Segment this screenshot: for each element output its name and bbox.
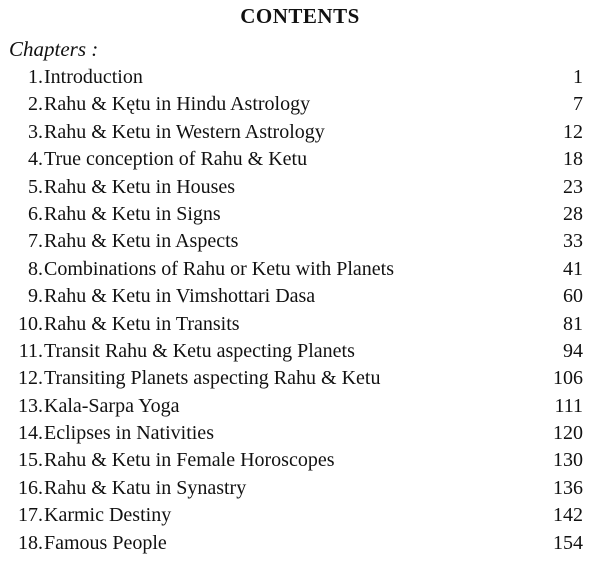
page-number: 18: [563, 148, 583, 171]
page-number: 12: [563, 120, 583, 143]
chapter-number: 10.: [18, 312, 43, 335]
page-number: 81: [563, 312, 583, 335]
page-number: 106: [553, 367, 583, 390]
chapter-number: 2.: [28, 93, 43, 116]
chapter-number: 6.: [28, 202, 43, 225]
chapters-label: Chapters :: [9, 37, 99, 61]
toc-entry: [0, 502, 600, 529]
chapter-number: 8.: [28, 257, 43, 280]
chapter-number: 1.: [28, 66, 43, 88]
toc-entry: [0, 530, 600, 557]
chapter-number: 5.: [28, 175, 43, 198]
page-number: 60: [563, 285, 583, 308]
chapter-title: Famous People: [44, 531, 167, 554]
toc-entry: [0, 228, 600, 255]
toc-entry: [0, 420, 600, 447]
page-number: 94: [563, 339, 583, 362]
toc-entry: [0, 338, 600, 365]
toc-entry: [0, 119, 600, 146]
chapter-number: 7.: [28, 230, 43, 253]
chapter-title: Rahu & Ketu in Vimshottari Dasa: [44, 285, 316, 308]
chapter-number: 3.: [28, 120, 43, 143]
chapter-title: Rahu & Ketu in Houses: [44, 175, 236, 198]
chapter-number: 14.: [18, 422, 43, 445]
chapter-number: 4.: [28, 148, 43, 171]
chapter-number: 9.: [28, 285, 43, 308]
page-number: 120: [553, 422, 583, 445]
chapter-title: Kala-Sarpa Yoga: [44, 394, 180, 417]
toc-entry: [0, 475, 600, 502]
chapter-title: Combinations of Rahu or Ketu with Planets: [44, 257, 394, 280]
chapter-number: 12.: [18, 367, 43, 390]
chapter-title: True conception of Rahu & Ketu: [44, 148, 308, 171]
chapter-title: Transit Rahu & Ketu aspecting Planets: [44, 339, 355, 362]
page-number: 41: [563, 257, 583, 280]
toc-entry: [0, 256, 600, 283]
chapter-title: Introduction: [44, 66, 143, 88]
page-number: 111: [554, 394, 583, 417]
chapter-title: Rahu & Ketu in Female Horoscopes: [44, 449, 335, 472]
page-number: 7: [573, 93, 583, 116]
toc-entry: [0, 365, 600, 392]
page-number: 23: [563, 175, 583, 198]
page-number: 154: [553, 531, 583, 554]
page-title: CONTENTS: [240, 4, 360, 28]
page-number: 142: [553, 504, 583, 527]
toc-entry: [0, 91, 600, 118]
page-number: 1: [573, 66, 583, 88]
chapter-title: Rahu & Katu in Synastry: [44, 476, 247, 499]
toc-entry: [0, 146, 600, 173]
toc-entry: [0, 174, 600, 201]
toc-entry: [0, 393, 600, 420]
toc-entry: [0, 311, 600, 338]
toc-entry: [0, 64, 600, 91]
chapter-title: Rahu & Kętu in Hindu Astrology: [44, 93, 311, 116]
page-number: 33: [563, 230, 583, 253]
chapter-title: Eclipses in Nativities: [44, 422, 214, 445]
chapter-title: Transiting Planets aspecting Rahu & Ketu: [44, 367, 381, 390]
chapter-number: 11.: [18, 339, 43, 362]
toc-entry: [0, 283, 600, 310]
chapter-title: Rahu & Ketu in Signs: [44, 202, 221, 225]
chapter-title: Rahu & Ketu in Transits: [44, 312, 240, 335]
chapter-number: 13.: [18, 394, 43, 417]
page-number: 136: [553, 476, 583, 499]
page-number: 28: [563, 202, 583, 225]
chapter-title: Rahu & Ketu in Western Astrology: [44, 120, 325, 143]
chapter-number: 16.: [18, 476, 43, 499]
chapter-number: 15.: [18, 449, 43, 472]
chapter-title: Karmic Destiny: [44, 504, 172, 527]
toc-entry: [0, 447, 600, 474]
toc-entry: [0, 201, 600, 228]
table-of-contents: [0, 64, 600, 557]
chapter-number: 18.: [18, 531, 43, 554]
page-number: 130: [553, 449, 583, 472]
chapter-number: 17.: [18, 504, 43, 527]
chapter-title: Rahu & Ketu in Aspects: [44, 230, 239, 253]
